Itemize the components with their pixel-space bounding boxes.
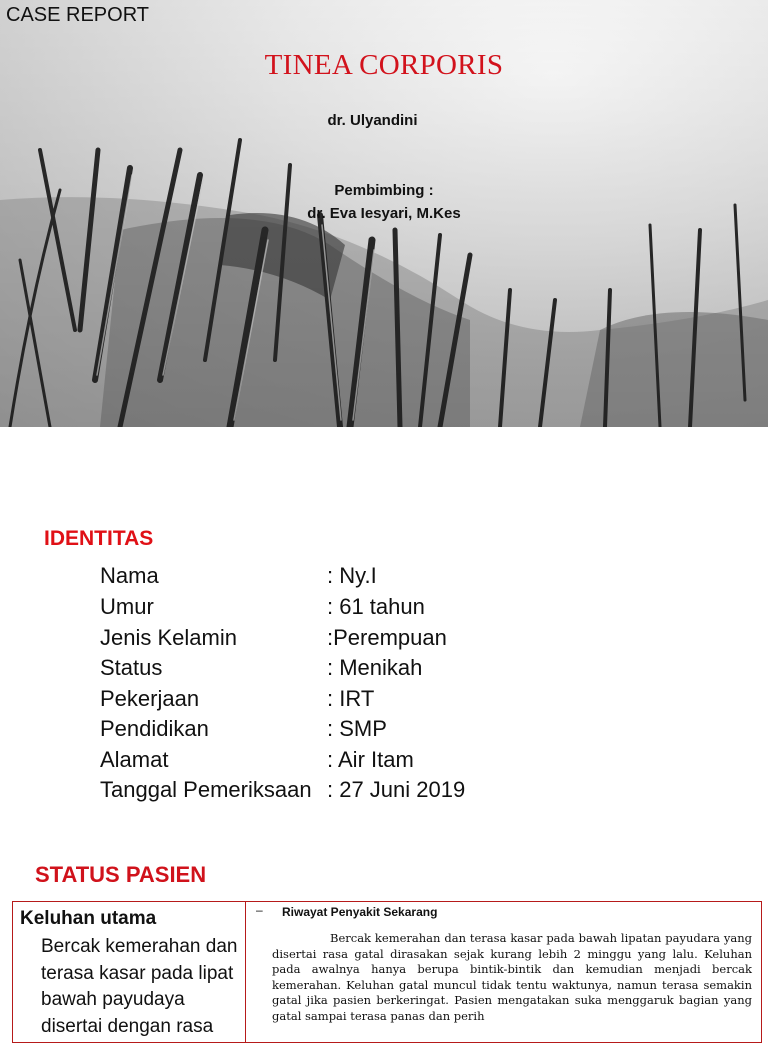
identity-label: Tanggal Pemeriksaan (100, 777, 312, 802)
bullet-dash: – (256, 903, 263, 917)
identity-value: : SMP (327, 716, 387, 741)
history-heading: Riwayat Penyakit Sekarang (282, 905, 438, 919)
identity-heading: IDENTITAS (44, 527, 154, 550)
identity-value: : Ny.I (327, 563, 377, 588)
identity-label: Alamat (100, 747, 169, 772)
title-slide (0, 0, 768, 427)
page-title: TINEA CORPORIS (264, 49, 504, 81)
identity-label: Jenis Kelamin (100, 625, 237, 650)
identity-value: :Perempuan (327, 625, 447, 650)
case-report-label: CASE REPORT (6, 4, 149, 26)
status-heading: STATUS PASIEN (35, 862, 207, 887)
identity-label: Pekerjaan (100, 686, 200, 711)
identity-value: : 27 Juni 2019 (327, 777, 466, 802)
author-name: dr. Ulyandini (327, 112, 418, 129)
supervisor-label: Pembimbing : (334, 182, 434, 199)
supervisor-name: dr. Eva Iesyari, M.Kes (307, 205, 461, 222)
identity-label: Status (100, 655, 163, 680)
identity-value: : Menikah (327, 655, 423, 680)
identity-label: Umur (100, 594, 154, 619)
identity-label: Nama (100, 563, 159, 588)
identity-value: : Air Itam (327, 747, 414, 772)
history-text: Bercak kemerahan dan terasa kasar pada bawah lipatan payudara yang disertai rasa gatal dirasakan sejak kurang lebih 2 minggu yang lalu. Keluhan pada awalnya hanya berupa bintik-bintik dan kemudian menjadi bercak kemerahan. Keluhan gatal muncul tidak tentu waktunya, namun terasa semakin gatal jika pasien berkeringat. Pasien mengatakan suka menggaruk bagian yang gatal sampai terasa panas dan perih (272, 931, 752, 1023)
identity-value: : 61 tahun (327, 594, 425, 619)
main-complaint-heading: Keluhan utama (20, 908, 157, 929)
main-complaint-text: Bercak kemerahan dan terasa kasar pada lipat bawah payudaya disertai dengan rasa (41, 936, 238, 1037)
identity-value: : IRT (327, 686, 375, 711)
identity-label: Pendidikan (100, 716, 209, 741)
